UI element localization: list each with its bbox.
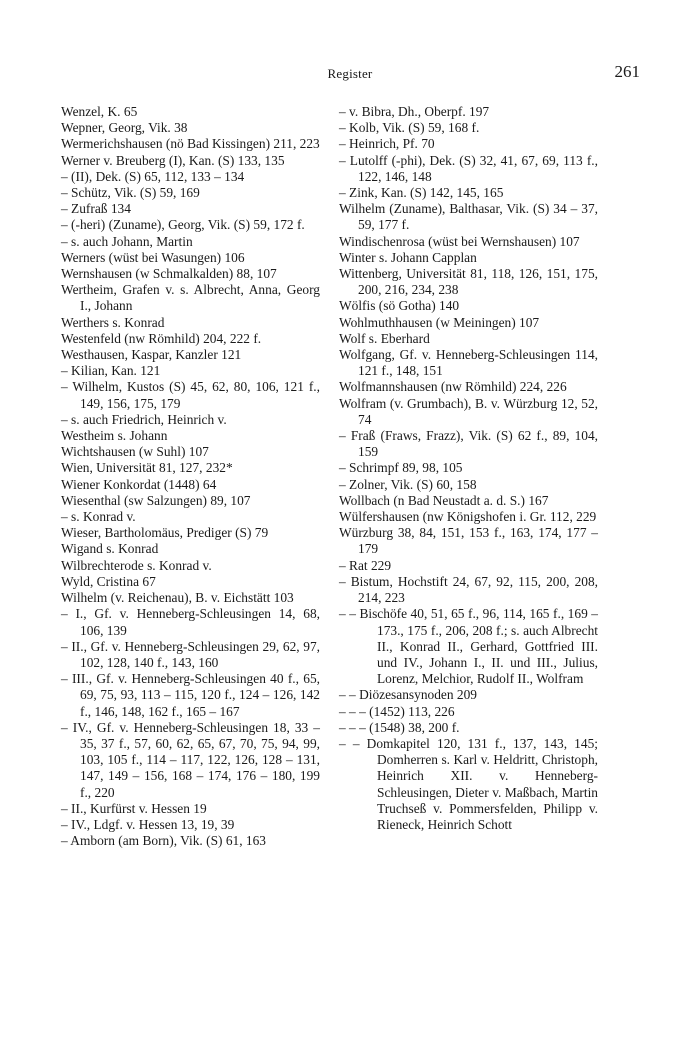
index-entry: – v. Bibra, Dh., Oberpf. 197 [339, 104, 490, 119]
index-column-left [61, 104, 320, 849]
index-entry: – s. auch Johann, Martin [61, 233, 193, 249]
index-entry: – IV., Ldgf. v. Hessen 13, 19, 39 [61, 816, 235, 832]
index-entry: Wolf s. Eberhard [339, 330, 430, 346]
index-entry: Wülfershausen (nw Königshofen i. Gr. 112, 229 [339, 509, 597, 525]
index-entry: – – Domkapitel 120, 131 f., 137, 143, 145; Domherren s. Karl v. Heldritt, Christoph, Heinrich XII. v. Henneberg-Schleusingen, Dieter v. Maßbach, Martin Truchseß v. Pommersfelden, Philipp v. Rieneck, Heinrich Schott [339, 735, 598, 832]
index-entry: – (-heri) (Zuname), Georg, Vik. (S) 59, 172 f. [61, 217, 305, 233]
index-entry: Westheim s. Johann [61, 428, 168, 444]
index-entry: – Schrimpf 89, 98, 105 [339, 460, 463, 476]
index-entry: Wolfmannshausen (nw Römhild) 224, 226 [339, 379, 567, 395]
index-entry: Wilhelm (v. Reichenau), B. v. Eichstätt 103 [61, 590, 294, 606]
index-entry: – Kolb, Vik. (S) 59, 168 f. [339, 120, 480, 136]
index-column-right [339, 104, 598, 833]
index-entry: Wermerichshausen (nö Bad Kissingen) 211, 223 [61, 136, 320, 152]
index-entry: Wiesenthal (sw Salzungen) 89, 107 [61, 492, 251, 508]
index-entry: – II., Gf. v. Henneberg-Schleusingen 29, 62, 97, 102, 128, 140 f., 143, 160 [61, 638, 320, 670]
index-entry: – Zink, Kan. (S) 142, 145, 165 [339, 185, 504, 201]
index-entry: Westenfeld (nw Römhild) 204, 222 f. [61, 330, 262, 346]
index-entry: Wien, Universität 81, 127, 232* [61, 460, 233, 476]
index-entry: – Zolner, Vik. (S) 60, 158 [339, 476, 477, 492]
index-entry: – Heinrich, Pf. 70 [339, 136, 435, 152]
index-entry: – Schütz, Vik. (S) 59, 169 [61, 185, 200, 201]
index-entry: – Kilian, Kan. 121 [61, 363, 161, 379]
index-entry: – Amborn (am Born), Vik. (S) 61, 163 [61, 833, 267, 849]
index-entry: Würzburg 38, 84, 151, 153 f., 163, 174, 177 – 179 [339, 525, 598, 557]
index-entry: – s. Konrad v. [61, 509, 136, 525]
index-entry: Wilbrechterode s. Konrad v. [61, 557, 212, 573]
index-entry: – IV., Gf. v. Henneberg-Schleusingen 18, 33 – 35, 37 f., 57, 60, 62, 65, 67, 70, 75, 94, 99, 103, 105 f., 114 – 117, 122, 126, 128 – 131, 147, 149 – 156, 168 – 174, 176 – 180, 199 f., 220 [61, 719, 320, 800]
index-entry: – III., Gf. v. Henneberg-Schleusingen 40 f., 65, 69, 75, 93, 113 – 115, 120 f., 124 – 126, 142 f., 146, 148, 162 f., 165 – 167 [61, 671, 320, 719]
index-entry: Wepner, Georg, Vik. 38 [61, 120, 188, 136]
index-entry: – – – (1548) 38, 200 f. [339, 719, 460, 735]
index-entry: – – – (1452) 113, 226 [339, 703, 455, 719]
index-entry: – Lutolff (-phi), Dek. (S) 32, 41, 67, 69, 113 f., 122, 146, 148 [339, 152, 598, 184]
index-entry: Winter s. Johann Capplan [339, 249, 477, 265]
index-entry: Wigand s. Konrad [61, 541, 159, 557]
index-entry: Windischenrosa (wüst bei Wernshausen) 107 [339, 233, 580, 249]
index-entry: Westhausen, Kaspar, Kanzler 121 [61, 347, 242, 363]
page-header [60, 62, 640, 86]
index-entry: – Bistum, Hochstift 24, 67, 92, 115, 200, 208, 214, 223 [339, 573, 598, 606]
index-entry: Wernshausen (w Schmalkalden) 88, 107 [61, 266, 277, 282]
index-entry: – (II), Dek. (S) 65, 112, 133 – 134 [61, 168, 245, 184]
index-entry: Wieser, Bartholomäus, Prediger (S) 79 [61, 525, 269, 541]
index-entry: – Rat 229 [339, 557, 392, 573]
index-entry: – II., Kurfürst v. Hessen 19 [61, 800, 207, 816]
index-entry: Werner v. Breuberg (I), Kan. (S) 133, 135 [61, 152, 285, 168]
index-entry: Wittenberg, Universität 81, 118, 126, 151, 175, 200, 216, 234, 238 [339, 266, 598, 298]
running-title: Register [327, 66, 373, 81]
page-number: 261 [614, 62, 640, 81]
index-entry: Wenzel, K. 65 [61, 104, 138, 119]
index-entry: – – Diözesansynoden 209 [339, 687, 477, 703]
index-entry: Wilhelm (Zuname), Balthasar, Vik. (S) 34 – 37, 59, 177 f. [339, 201, 598, 233]
index-entry: Wollbach (n Bad Neustadt a. d. S.) 167 [339, 492, 549, 508]
index-entry: – – Bischöfe 40, 51, 65 f., 96, 114, 165 f., 169 – 173., 175 f., 206, 208 f.; s. auch Albrecht II., Konrad II., Gerhard, Gottfried III. und IV., Johann I., II. und III., Julius, Lorenz, Melchior, Rudolf II., Wolfram [339, 606, 598, 687]
index-entry: Wohlmuthhausen (w Meiningen) 107 [339, 314, 540, 330]
index-entry: Werners (wüst bei Wasungen) 106 [61, 249, 245, 265]
index-entry: Werthers s. Konrad [61, 314, 165, 330]
index-entry: Wolfgang, Gf. v. Henneberg-Schleusingen 114, 121 f., 148, 151 [339, 347, 598, 379]
index-entry: – s. auch Friedrich, Heinrich v. [61, 411, 227, 427]
index-entry: Wolfram (v. Grumbach), B. v. Würzburg 12, 52, 74 [339, 395, 598, 427]
index-entry: – Zufraß 134 [61, 201, 131, 217]
index-entry: Wertheim, Grafen v. s. Albrecht, Anna, Georg I., Johann [61, 282, 320, 314]
index-entry: – Fraß (Fraws, Frazz), Vik. (S) 62 f., 89, 104, 159 [339, 428, 598, 460]
index-entry: – Wilhelm, Kustos (S) 45, 62, 80, 106, 121 f., 149, 156, 175, 179 [61, 379, 320, 411]
index-entry: Wiener Konkordat (1448) 64 [61, 476, 217, 492]
index-entry: – I., Gf. v. Henneberg-Schleusingen 14, 68, 106, 139 [61, 606, 320, 638]
index-entry: Wichtshausen (w Suhl) 107 [61, 444, 209, 460]
index-entry: Wölfis (sö Gotha) 140 [339, 298, 460, 314]
index-entry: Wyld, Cristina 67 [61, 573, 156, 589]
